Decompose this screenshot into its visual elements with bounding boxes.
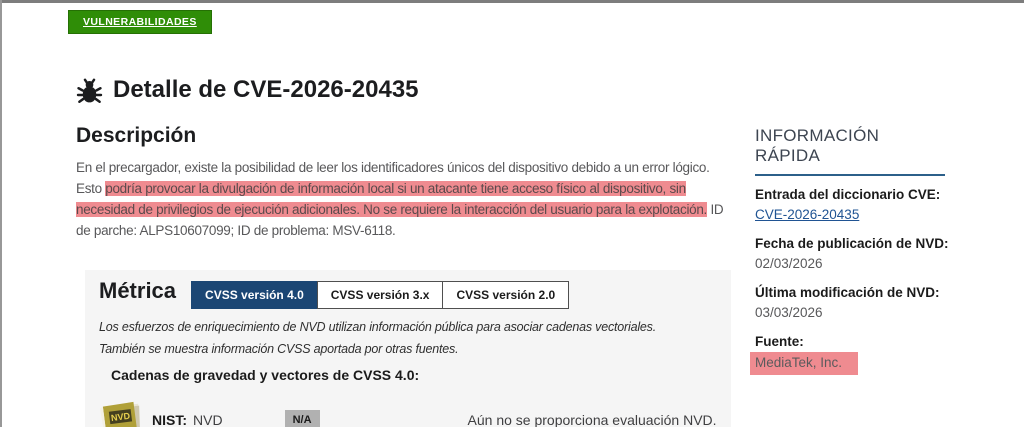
main-content bbox=[76, 76, 728, 241]
page-title-text: Detalle de CVE-2026-20435 bbox=[113, 76, 419, 103]
nist-source-value: NVD bbox=[193, 412, 223, 427]
window-left-edge bbox=[0, 0, 2, 427]
tab-cvss-4-0[interactable]: CVSS versión 4.0 bbox=[191, 281, 318, 309]
cvss-version-tabs bbox=[192, 281, 569, 309]
cve-id-link[interactable]: CVE-2026-20435 bbox=[755, 207, 860, 222]
description-post: ID de parche: ALPS10607099; ID de problema: MSV-6118. bbox=[76, 202, 724, 238]
quick-info-item-published bbox=[755, 234, 965, 274]
source-label: Fuente: bbox=[755, 334, 804, 349]
description-heading: Descripción bbox=[76, 124, 197, 147]
description-pre: En el precargador, existe la posibilidad de leer los identificadores únicos del dispositivo debido a un error lógico. Esto bbox=[76, 160, 710, 196]
nvd-modified-label: Última modificación de NVD: bbox=[755, 285, 940, 300]
window-top-edge bbox=[0, 0, 1024, 3]
cvss-score-badge: N/A bbox=[285, 410, 320, 427]
bug-icon bbox=[76, 77, 103, 104]
quick-info-item-modified bbox=[755, 283, 965, 323]
nvd-published-label: Fecha de publicación de NVD: bbox=[755, 236, 949, 251]
nvd-modified-date: 03/03/2026 bbox=[755, 305, 823, 320]
description-highlighted: podría provocar la divulgación de información local si un atacante tiene acceso físico al dispositivo, sin necesidad de privilegios de ejecución adicionales. No se requiere la interacción del usuario para la explotación. bbox=[76, 181, 708, 217]
vulnerabilities-nav-label: VULNERABILIDADES bbox=[83, 16, 197, 28]
nist-source-label: NIST: bbox=[152, 412, 187, 427]
tab-cvss-3-x[interactable]: CVSS versión 3.x bbox=[317, 281, 444, 309]
source-value bbox=[755, 352, 965, 375]
quick-info-item-source bbox=[755, 332, 965, 375]
svg-text:NVD: NVD bbox=[110, 410, 131, 424]
severity-vectors-heading: Cadenas de gravedad y vectores de CVSS 4.0: bbox=[111, 367, 420, 383]
nist-source-row bbox=[99, 399, 717, 427]
vulnerabilities-nav-button[interactable] bbox=[68, 10, 212, 34]
quick-info-panel bbox=[755, 126, 965, 375]
metrics-panel bbox=[85, 270, 731, 427]
quick-info-item-cve-entry bbox=[755, 185, 965, 225]
source-value-highlighted: MediaTek, Inc. bbox=[750, 352, 858, 375]
nvd-assessment-note: Aún no se proporciona evaluación NVD. bbox=[467, 412, 717, 427]
metrics-heading: Métrica bbox=[99, 278, 177, 303]
page-title bbox=[76, 76, 728, 104]
quick-info-heading: INFORMACIÓN RÁPIDA bbox=[755, 126, 945, 176]
nvd-published-date: 02/03/2026 bbox=[755, 256, 823, 271]
cve-dictionary-label: Entrada del diccionario CVE: bbox=[755, 187, 941, 202]
metrics-disclaimer: Los esfuerzos de enriquecimiento de NVD utilizan información pública para asociar cadenas vectoriales. También se muestra información CVSS aportada por otras fuentes. bbox=[99, 320, 656, 356]
nvd-logo-icon bbox=[99, 399, 143, 427]
tab-cvss-2-0[interactable]: CVSS versión 2.0 bbox=[442, 281, 569, 309]
description-text bbox=[76, 157, 726, 241]
